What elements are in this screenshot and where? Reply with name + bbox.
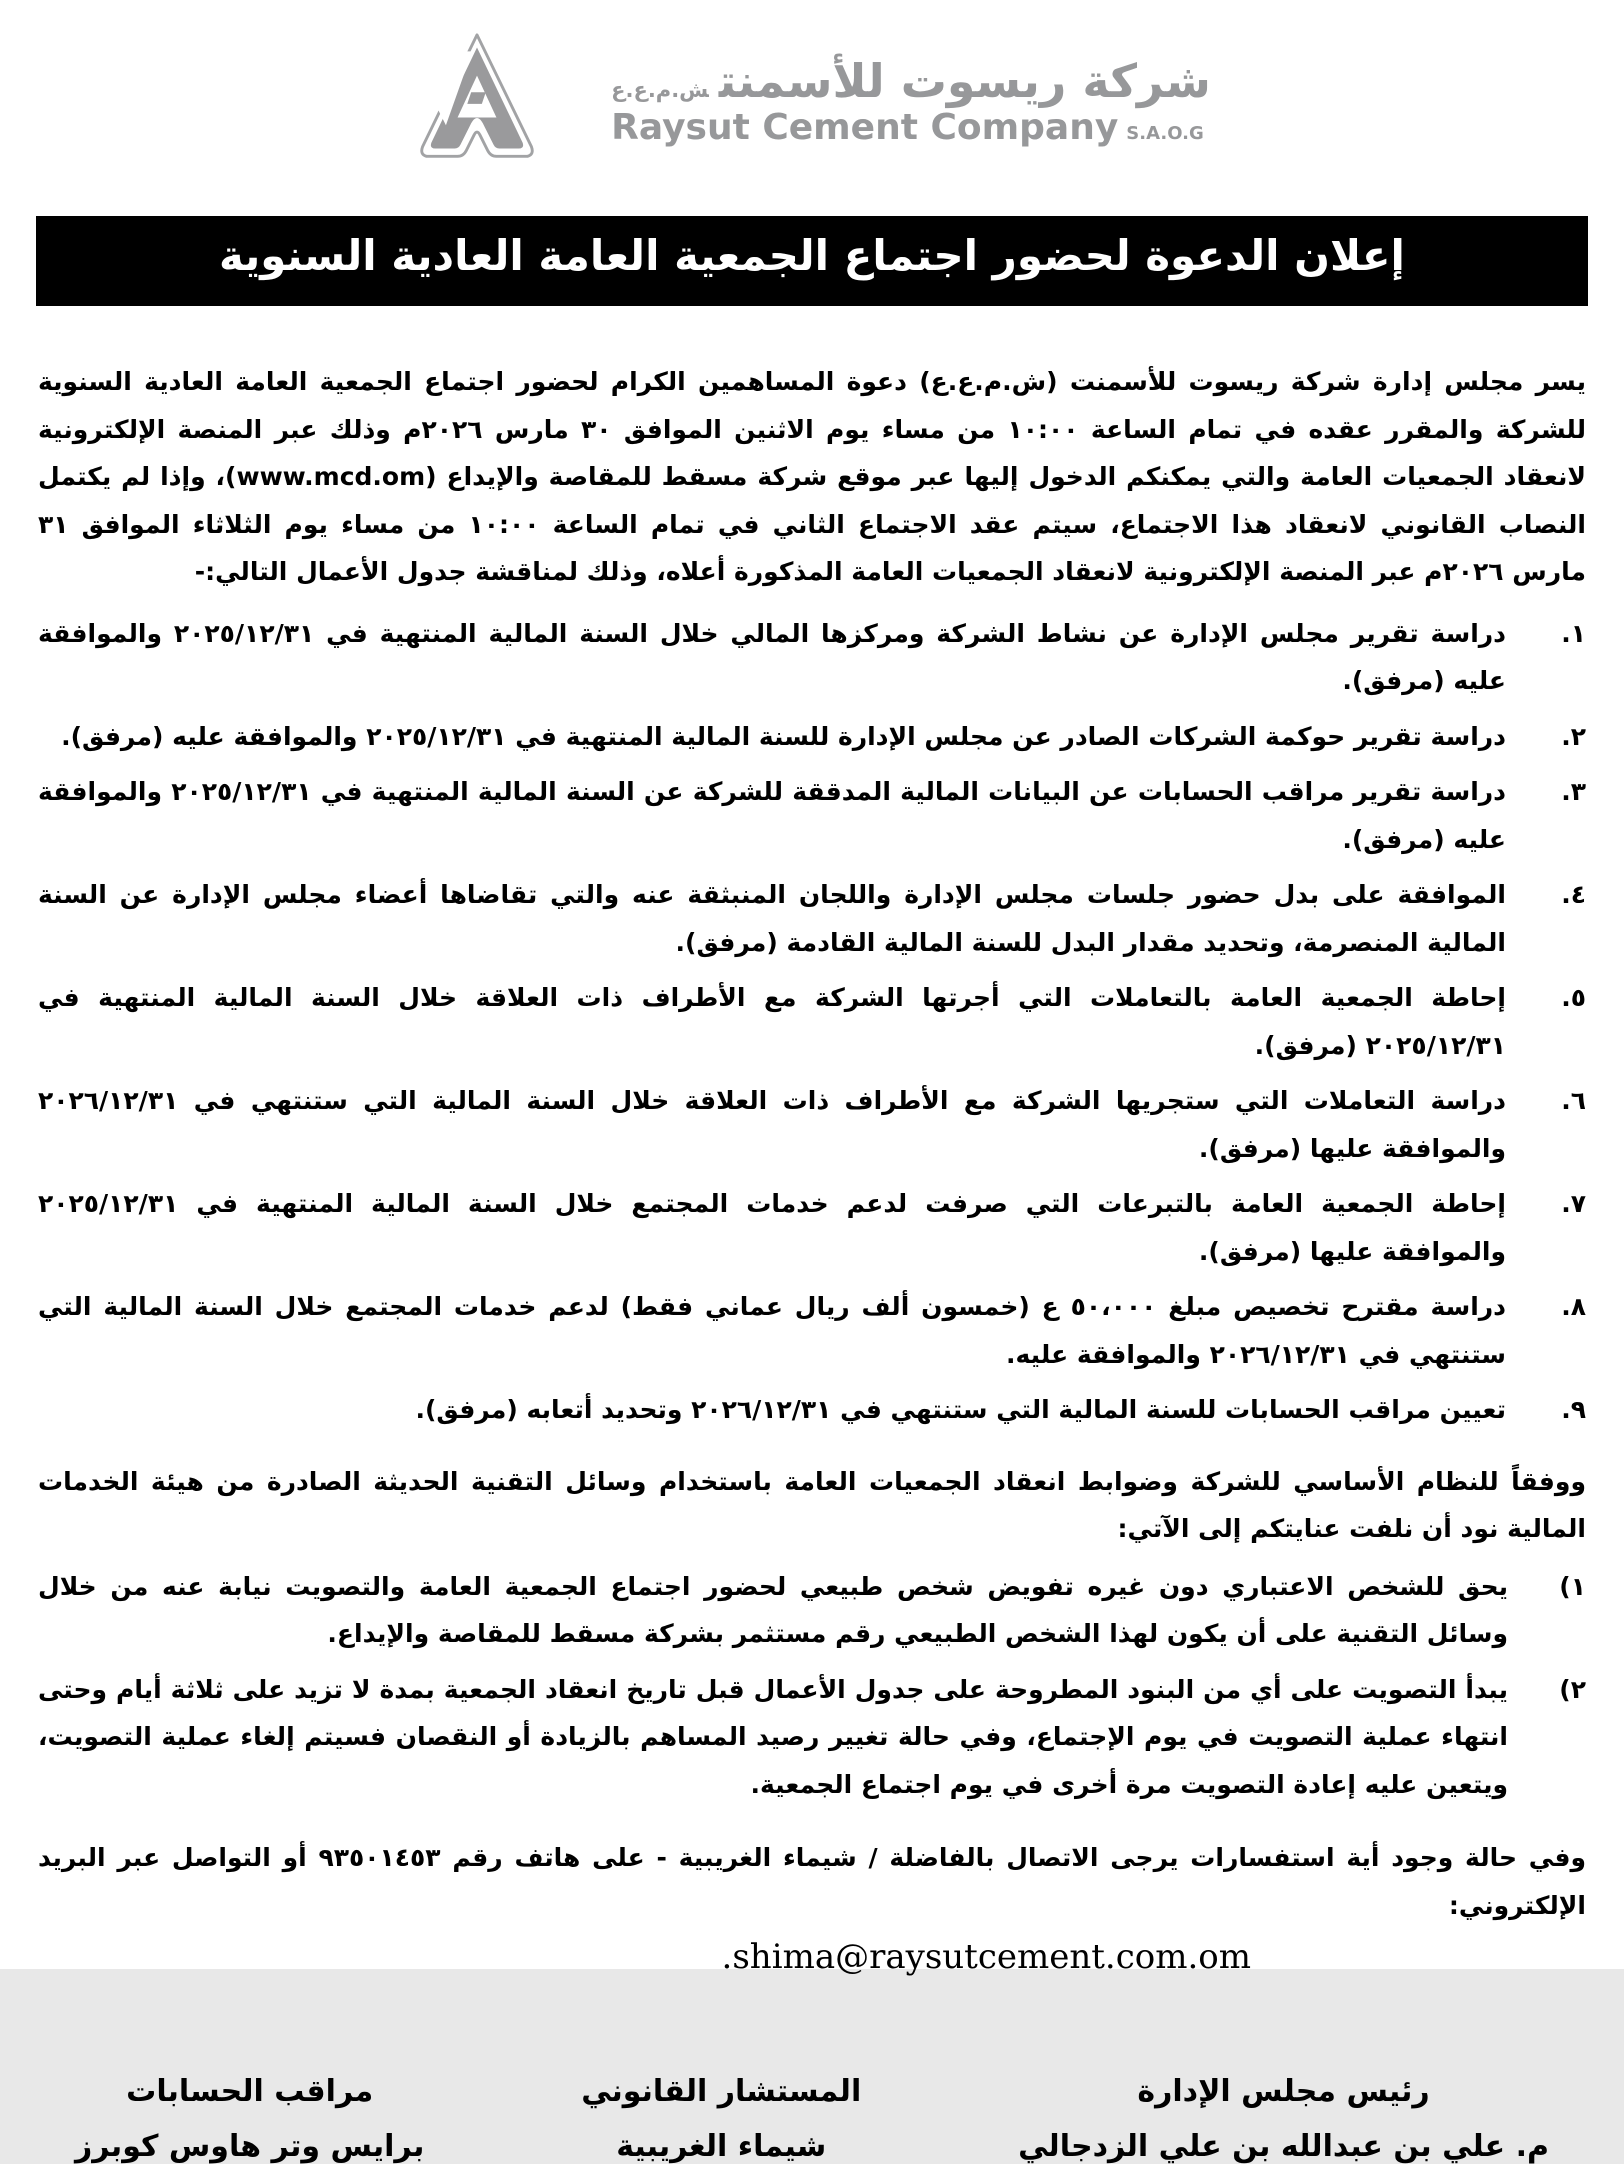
note-item-text: يبدأ التصويت على أي من البنود المطروحة على جدول الأعمال قبل تاريخ انعقاد الجمعية بمدة لا تزيد على ثلاثة أيام وحتى انتهاء عملية التصويت في يوم الإجتماع، وفي حالة تغيير رصيد المساهم بالزيادة أو النقصان فسيتم إلغاء عملية التصويت، ويتعين عليه إعادة التصويت مرة أخرى في يوم اجتماع الجمعية. <box>38 1674 1508 1799</box>
signature-title: المستشار القانوني <box>581 2074 862 2110</box>
agenda-item <box>38 610 1586 705</box>
signature-title: مراقب الحسابات <box>126 2074 374 2110</box>
agenda-item <box>38 713 1586 761</box>
company-logo <box>0 0 1624 176</box>
agenda-item <box>38 1180 1586 1275</box>
company-suffix-english: S.A.O.G <box>1126 122 1204 144</box>
agenda-item-number: ٣. <box>1561 777 1586 807</box>
company-suffix-arabic: ش.م.ع.ع <box>611 77 709 102</box>
notes-list <box>38 1563 1586 1809</box>
agenda-item-text: دراسة تقرير مجلس الإدارة عن نشاط الشركة ومركزها المالي خلال السنة المالية المنتهية في ٢٠٢٥/١٢/٣١ والموافقة عليه (مرفق). <box>38 618 1506 696</box>
contact-paragraph: وفي حالة وجود أية استفسارات يرجى الاتصال بالفاضلة / شيماء الغريبية - على هاتف رقم ٩٣٥٠١٤٥٣ أو التواصل عبر البريد الإلكتروني: <box>38 1843 1586 1920</box>
company-name-arabic <box>611 55 1211 108</box>
note-item <box>38 1563 1586 1658</box>
agenda-item-number: ٦. <box>1561 1086 1586 1116</box>
contact-email: .shima@raysutcement.com.om <box>721 1937 1251 1978</box>
agenda-item-number: ٤. <box>1561 880 1586 910</box>
notes-intro-paragraph: ووفقاً للنظام الأساسي للشركة وضوابط انعقاد الجمعيات العامة باستخدام وسائل التقنية الحديثة الصادرة من هيئة الخدمات المالية نود أن نلفت عنايتكم إلى الآتي: <box>38 1466 1586 1544</box>
agenda-item <box>38 1077 1586 1172</box>
signature-name: م. علي بن عبدالله بن علي الزدجالي <box>1018 2129 1549 2164</box>
company-name-arabic-main: شركة ريسوت للأسمنت <box>718 53 1211 108</box>
signature-name: برايس وتر هاوس كوبرز <box>75 2129 425 2164</box>
note-item-number: ١) <box>1559 1571 1586 1601</box>
signature-chairman <box>1018 2074 1549 2164</box>
agenda-item-number: ١. <box>1561 618 1586 648</box>
intro-paragraph: يسر مجلس إدارة شركة ريسوت للأسمنت (ش.م.ع.ع) دعوة المساهمين الكرام لحضور اجتماع الجمعية العامة العادية السنوية للشركة والمقرر عقده في تمام الساعة ١٠:٠٠ من مساء يوم الاثنين الموافق ٣٠ مارس ٢٠٢٦م وذلك عبر المنصة الإلكترونية لانعقاد الجمعيات العامة والتي يمكنكم الدخول إليها عبر موقع شركة مسقط للمقاصة والإيداع (www.mcd.om)، وإذا لم يكتمل النصاب القانوني لانعقاد هذا الاجتماع، سيتم عقد الاجتماع الثاني في تمام الساعة ١٠:٠٠ من مساء يوم الثلاثاء الموافق ٣١ مارس ٢٠٢٦م عبر المنصة الإلكترونية لانعقاد الجمعيات العامة المذكورة أعلاه، وذلك لمناقشة جدول الأعمال التالي:- <box>38 367 1587 587</box>
company-name-english <box>611 108 1204 148</box>
agenda-item-text: دراسة التعاملات التي ستجريها الشركة مع الأطراف ذات العلاقة خلال السنة المالية التي ستنتهي في ٢٠٢٦/١٢/٣١ والموافقة عليها (مرفق). <box>38 1086 1506 1163</box>
agenda-item-number: ٨. <box>1561 1292 1586 1322</box>
agenda-item-number: ٧. <box>1561 1189 1586 1219</box>
agenda-list <box>38 610 1586 1434</box>
document-body <box>38 358 1586 1979</box>
agenda-item-text: إحاطة الجمعية العامة بالتبرعات التي صرفت لدعم خدمات المجتمع خلال السنة المالية المنتهية في ٢٠٢٥/١٢/٣١ والموافقة عليها (مرفق). <box>38 1189 1506 1266</box>
signature-legal-advisor <box>571 2074 871 2164</box>
agenda-item-number: ٩. <box>1561 1395 1586 1425</box>
agenda-item-number: ٢. <box>1561 721 1586 751</box>
logo-text <box>611 55 1211 147</box>
signature-name: شيماء الغريبية <box>616 2129 827 2164</box>
agenda-item <box>38 974 1586 1069</box>
signature-block <box>75 2074 1549 2164</box>
agenda-item-text: إحاطة الجمعية العامة بالتعاملات التي أجرتها الشركة مع الأطراف ذات العلاقة خلال السنة المالية المنتهية في ٢٠٢٥/١٢/٣١ (مرفق). <box>38 983 1506 1060</box>
agenda-item <box>38 871 1586 966</box>
agenda-item-text: تعيين مراقب الحسابات للسنة المالية التي ستنتهي في ٢٠٢٦/١٢/٣١ وتحديد أتعابه (مرفق). <box>415 1395 1506 1425</box>
agenda-item <box>38 768 1586 863</box>
agenda-item <box>38 1283 1586 1378</box>
agenda-item-text: دراسة تقرير حوكمة الشركات الصادر عن مجلس الإدارة للسنة المالية المنتهية في ٢٠٢٥/١٢/٣١ والموافقة عليه (مرفق). <box>61 721 1506 751</box>
signature-title: رئيس مجلس الإدارة <box>1137 2074 1430 2110</box>
agenda-item <box>38 1386 1586 1434</box>
page-title: إعلان الدعوة لحضور اجتماع الجمعية العامة العادية السنوية <box>219 231 1405 280</box>
raysut-logo-icon <box>413 31 541 171</box>
company-name-english-main: Raysut Cement Company <box>611 106 1119 148</box>
agenda-item-text: دراسة مقترح تخصيص مبلغ ٥٠،٠٠٠ ع (خمسون ألف ريال عماني فقط) لدعم خدمات المجتمع خلال السنة المالية التي ستنتهي في ٢٠٢٦/١٢/٣١ والموافقة عليه. <box>38 1292 1506 1369</box>
signature-auditor <box>75 2074 424 2164</box>
note-item <box>38 1666 1586 1809</box>
note-item-number: ٢) <box>1559 1674 1586 1704</box>
agenda-item-text: الموافقة على بدل حضور جلسات مجلس الإدارة واللجان المنبثقة عنه والتي تقاضاها أعضاء مجلس الإدارة عن السنة المالية المنصرمة، وتحديد مقدار البدل للسنة المالية القادمة (مرفق). <box>38 880 1506 957</box>
agenda-item-text: دراسة تقرير مراقب الحسابات عن البيانات المالية المدققة للشركة عن السنة المالية المنتهية في ٢٠٢٥/١٢/٣١ والموافقة عليه (مرفق). <box>38 777 1507 854</box>
note-item-text: يحق للشخص الاعتباري دون غيره تفويض شخص طبيعي لحضور اجتماع الجمعية العامة والتصويت نيابة عنه من خلال وسائل التقنية على أن يكون لهذا الشخص الطبيعي رقم مستثمر بشركة مسقط للمقاصة والإيداع. <box>38 1571 1508 1649</box>
agenda-item-number: ٥. <box>1561 983 1586 1013</box>
announcement-title-banner <box>36 216 1588 306</box>
